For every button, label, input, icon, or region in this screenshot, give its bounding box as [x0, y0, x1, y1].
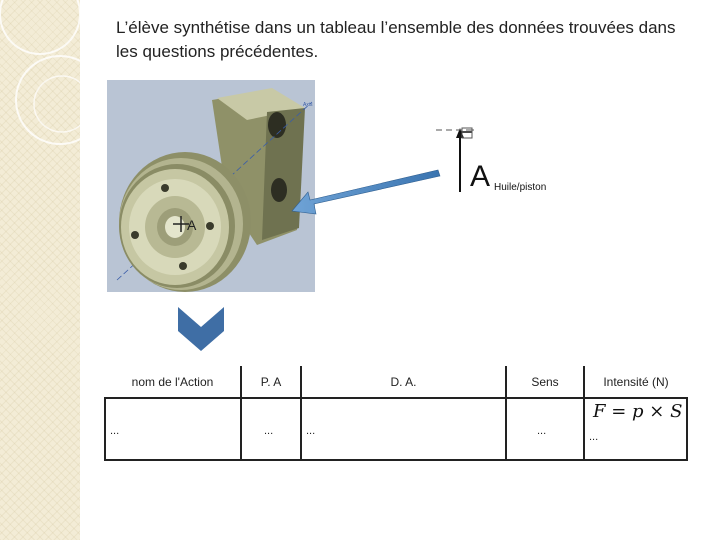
header-sense: Sens	[506, 366, 584, 398]
arrow-pointer-icon	[290, 120, 450, 230]
force-label: A	[470, 160, 491, 193]
header-application-point: P. A	[241, 366, 301, 398]
header-intensity: Intensité (N)	[584, 366, 687, 398]
part-3d-render	[107, 80, 315, 292]
cell-direction: ...	[301, 398, 506, 460]
point-a-label: A	[187, 217, 197, 233]
instruction-line-2: les questions précédentes.	[116, 42, 319, 61]
header-direction: D. A.	[301, 366, 506, 398]
instruction-line-1: L’élève synthétise dans un tableau l’ensemble des données trouvées dans	[116, 18, 676, 37]
header-action-name: nom de l'Action	[105, 366, 241, 398]
cell-sense: ...	[506, 398, 584, 460]
intensity-formula: F = p × S	[593, 401, 683, 422]
summary-table	[104, 366, 688, 461]
cell-intensity: F = p × S ...	[584, 398, 687, 460]
instruction-text	[116, 16, 716, 64]
cell-action-name: ...	[105, 398, 241, 460]
chevron-down-icon	[176, 305, 226, 355]
svg-text:Axis: Axis	[303, 102, 313, 108]
table-header-row	[105, 366, 687, 398]
table-row	[105, 398, 687, 460]
cell-application-point: ...	[241, 398, 301, 460]
force-subscript: Huile/piston	[494, 182, 547, 193]
